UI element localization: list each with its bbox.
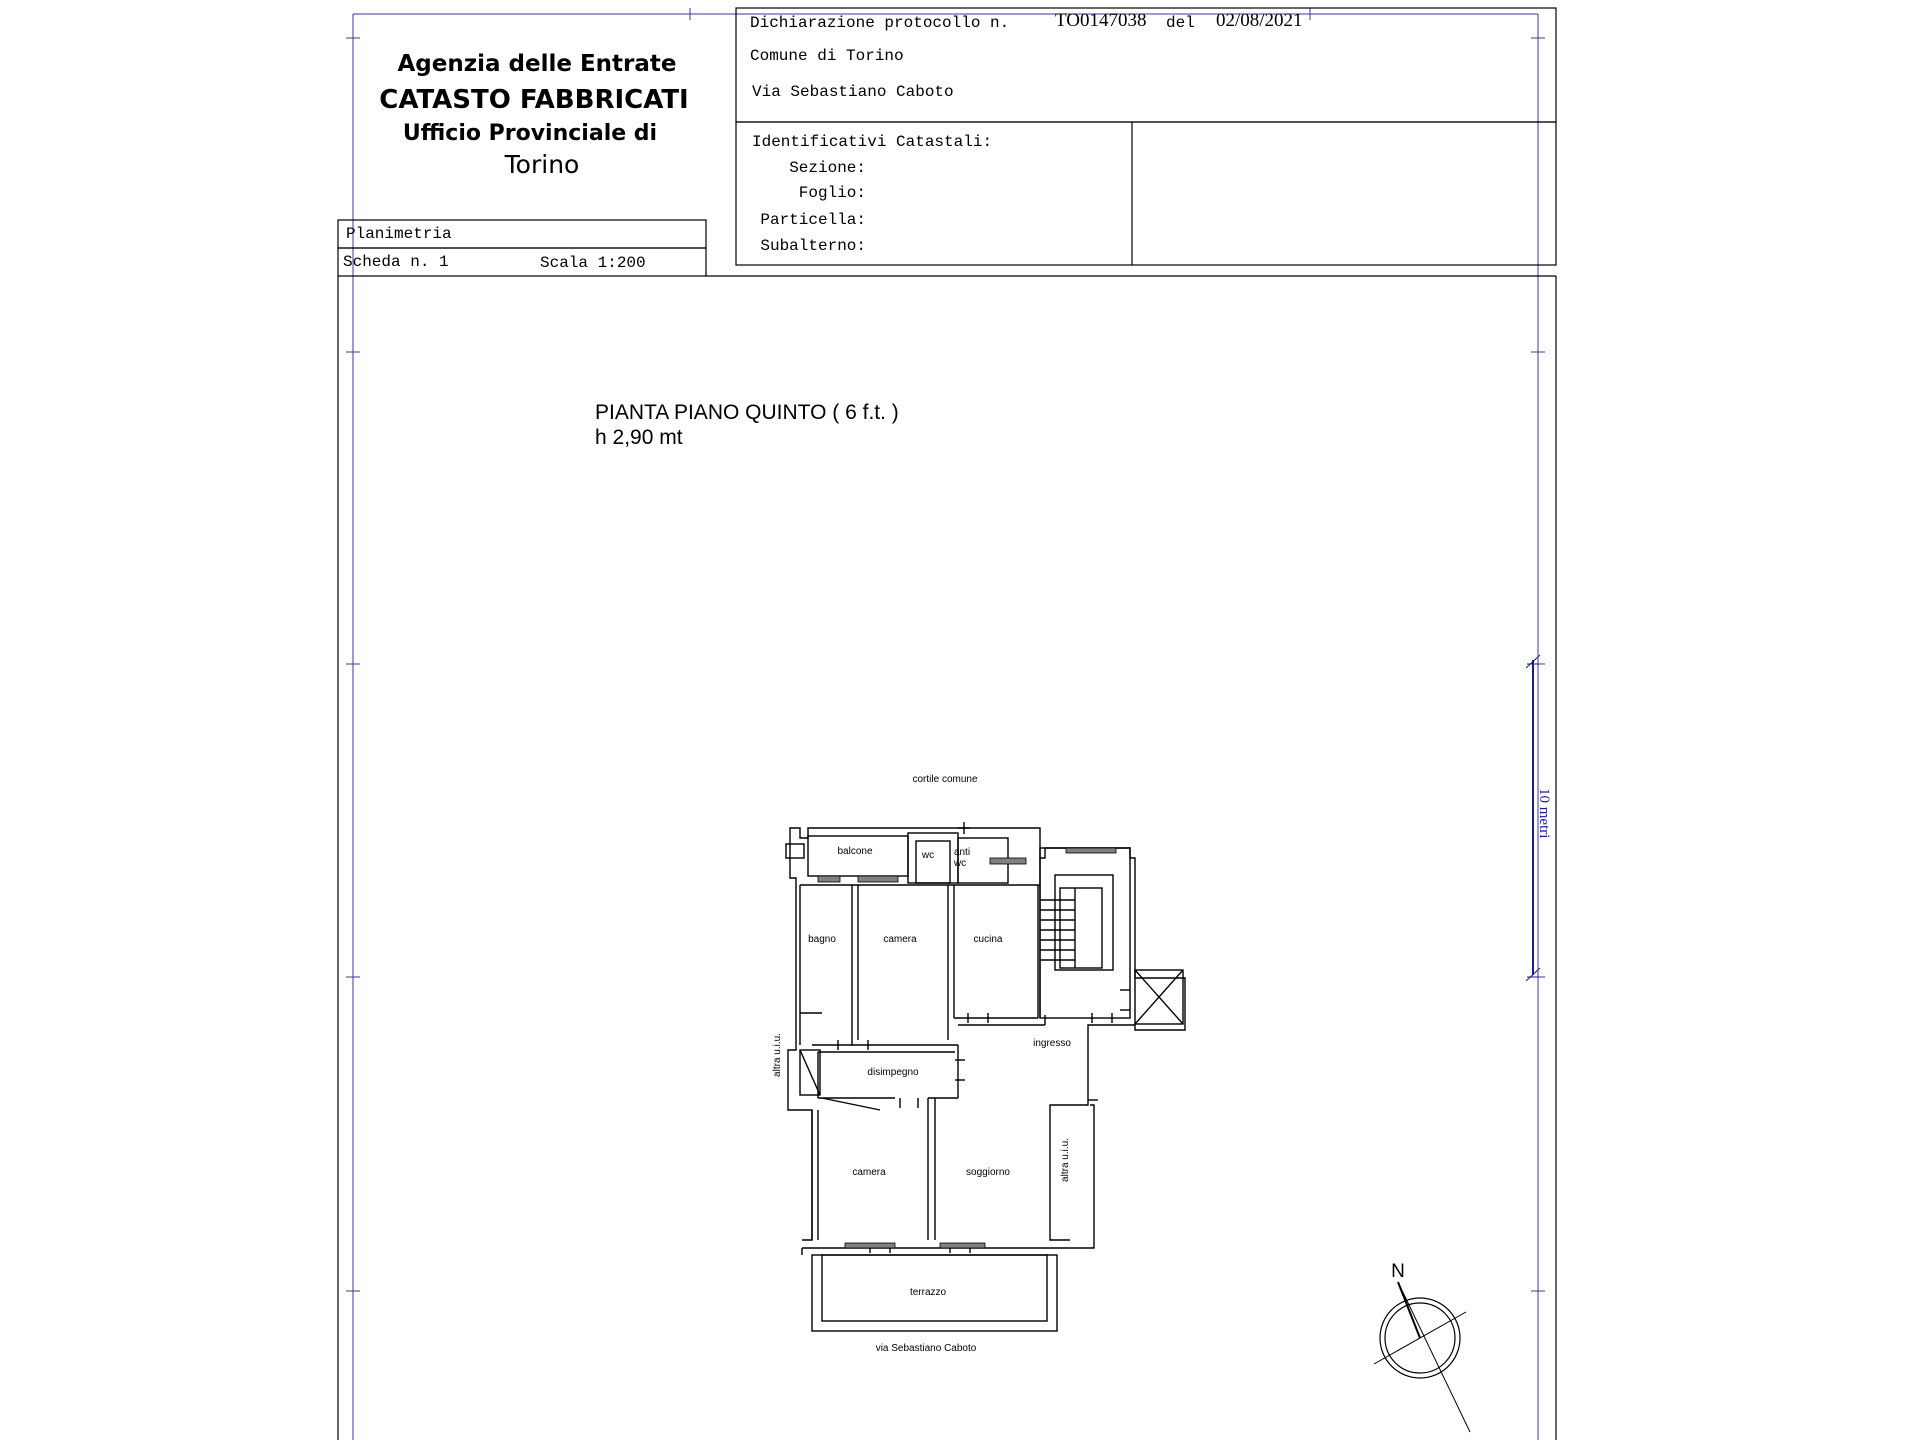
identifiers-box	[752, 133, 992, 255]
label-balcone: balcone	[837, 846, 873, 857]
plan-title-block	[595, 401, 899, 449]
scheda-label: Scheda n. 1	[343, 253, 449, 271]
drafting-frame	[346, 8, 1545, 1440]
label-soggiorno: soggiorno	[966, 1167, 1010, 1178]
label-ingresso: ingresso	[1033, 1038, 1071, 1049]
sezione-label: Sezione:	[789, 159, 866, 177]
planimetria-label: Planimetria	[346, 225, 452, 243]
label-anti: anti	[953, 847, 971, 858]
declaration-box	[750, 10, 1303, 101]
identifiers-title: Identificativi Catastali:	[752, 133, 993, 151]
declaration-number: TO0147038	[1055, 10, 1147, 31]
label-cucina: cucina	[973, 934, 1003, 945]
label-anti-wc: wc	[953, 858, 967, 869]
office-city: Torino	[504, 150, 580, 179]
plan-height: h 2,90 mt	[595, 426, 683, 449]
label-altra-left: altra u.i.u.	[772, 1033, 783, 1077]
foglio-label: Foglio:	[798, 184, 866, 202]
north-arrow-icon	[1374, 1282, 1470, 1432]
comune-line: Comune di Torino	[750, 47, 904, 65]
plan-title: PIANTA PIANO QUINTO ( 6 f.t. )	[595, 401, 899, 424]
header-boxes	[338, 8, 1556, 1440]
label-camera-2: camera	[852, 1167, 886, 1178]
address-line: Via Sebastiano Caboto	[752, 83, 954, 101]
agency-name: Agenzia delle Entrate	[397, 51, 677, 77]
declaration-date: 02/08/2021	[1216, 10, 1303, 31]
scale-bar-label: 10 metri	[1536, 788, 1552, 839]
subalterno-label: Subalterno:	[760, 237, 866, 255]
label-street: via Sebastiano Caboto	[875, 1343, 977, 1354]
label-wc: wc	[921, 850, 935, 861]
declaration-label: Dichiarazione protocollo n.	[750, 14, 1010, 32]
agency-block	[379, 51, 688, 179]
declaration-del: del	[1166, 14, 1195, 32]
north-label: N	[1391, 1261, 1405, 1282]
label-altra-right: altra u.i.u.	[1060, 1138, 1071, 1182]
windows	[818, 848, 1116, 1248]
label-bagno: bagno	[808, 934, 836, 945]
catasto-title: CATASTO FABBRICATI	[379, 85, 689, 115]
particella-label: Particella:	[760, 211, 866, 229]
room-labels	[808, 774, 1071, 1354]
label-disimpegno: disimpegno	[867, 1067, 919, 1078]
office-label: Ufficio Provinciale di	[402, 121, 658, 146]
label-camera-1: camera	[883, 934, 917, 945]
label-cortile: cortile comune	[912, 774, 978, 785]
floor-plan	[786, 822, 1185, 1331]
label-terrazzo: terrazzo	[909, 1287, 947, 1298]
scala-label: Scala 1:200	[540, 254, 646, 272]
